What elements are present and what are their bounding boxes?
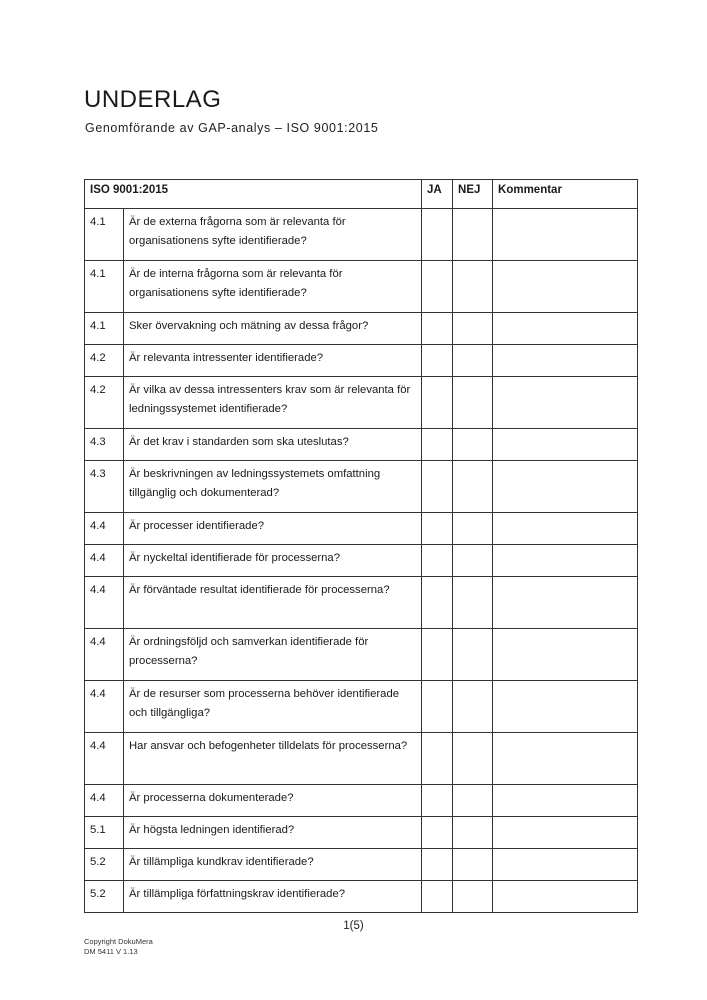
nej-cell[interactable] [453, 881, 493, 913]
nej-cell[interactable] [453, 461, 493, 513]
section-cell: 4.2 [85, 345, 124, 377]
nej-cell[interactable] [453, 429, 493, 461]
gap-analysis-table [84, 179, 638, 913]
kommentar-cell[interactable] [493, 881, 638, 913]
table-row [85, 377, 638, 429]
table-row [85, 817, 638, 849]
kommentar-cell[interactable] [493, 733, 638, 785]
document-title: UNDERLAG [84, 86, 222, 113]
kommentar-cell[interactable] [493, 577, 638, 629]
ja-cell[interactable] [422, 377, 453, 429]
ja-cell[interactable] [422, 881, 453, 913]
ja-cell[interactable] [422, 461, 453, 513]
kommentar-cell[interactable] [493, 209, 638, 261]
kommentar-cell[interactable] [493, 849, 638, 881]
kommentar-cell[interactable] [493, 785, 638, 817]
nej-cell[interactable] [453, 261, 493, 313]
section-cell: 4.2 [85, 377, 124, 429]
nej-cell[interactable] [453, 681, 493, 733]
nej-cell[interactable] [453, 209, 493, 261]
ja-cell[interactable] [422, 345, 453, 377]
ja-cell[interactable] [422, 545, 453, 577]
table-row [85, 461, 638, 513]
question-cell: Är högsta ledningen identifierad? [124, 817, 422, 849]
nej-cell[interactable] [453, 377, 493, 429]
question-cell: Är förväntade resultat identifierade för processerna? [124, 577, 422, 629]
table-row [85, 629, 638, 681]
table-row [85, 849, 638, 881]
table-row [85, 513, 638, 545]
table-row [85, 733, 638, 785]
question-cell: Är vilka av dessa intressenters krav som är relevanta för ledningssystemet identifierade? [124, 377, 422, 429]
ja-cell[interactable] [422, 849, 453, 881]
section-cell: 4.4 [85, 513, 124, 545]
section-cell: 4.1 [85, 261, 124, 313]
table-row [85, 785, 638, 817]
table-row [85, 209, 638, 261]
nej-cell[interactable] [453, 513, 493, 545]
question-cell: Är det krav i standarden som ska uteslutas? [124, 429, 422, 461]
ja-cell[interactable] [422, 629, 453, 681]
kommentar-cell[interactable] [493, 345, 638, 377]
question-cell: Är nyckeltal identifierade för processerna? [124, 545, 422, 577]
question-cell: Sker övervakning och mätning av dessa frågor? [124, 313, 422, 345]
kommentar-cell[interactable] [493, 681, 638, 733]
ja-cell[interactable] [422, 313, 453, 345]
section-cell: 4.4 [85, 681, 124, 733]
table-row [85, 577, 638, 629]
question-cell: Är de resurser som processerna behöver identifierade och tillgängliga? [124, 681, 422, 733]
header-ja: JA [422, 180, 453, 209]
nej-cell[interactable] [453, 629, 493, 681]
ja-cell[interactable] [422, 513, 453, 545]
nej-cell[interactable] [453, 849, 493, 881]
nej-cell[interactable] [453, 785, 493, 817]
kommentar-cell[interactable] [493, 629, 638, 681]
question-cell: Är beskrivningen av ledningssystemets omfattning tillgänglig och dokumenterad? [124, 461, 422, 513]
table-row [85, 345, 638, 377]
question-cell: Är de externa frågorna som är relevanta för organisationens syfte identifierade? [124, 209, 422, 261]
section-cell: 4.4 [85, 785, 124, 817]
ja-cell[interactable] [422, 681, 453, 733]
document-id: DM 5411 V 1.13 [84, 947, 138, 956]
section-cell: 5.2 [85, 849, 124, 881]
section-cell: 5.1 [85, 817, 124, 849]
ja-cell[interactable] [422, 733, 453, 785]
question-cell: Är de interna frågorna som är relevanta för organisationens syfte identifierade? [124, 261, 422, 313]
table-row [85, 681, 638, 733]
section-cell: 5.2 [85, 881, 124, 913]
question-cell: Är tillämpliga kundkrav identifierade? [124, 849, 422, 881]
kommentar-cell[interactable] [493, 313, 638, 345]
ja-cell[interactable] [422, 785, 453, 817]
kommentar-cell[interactable] [493, 545, 638, 577]
header-nej: NEJ [453, 180, 493, 209]
section-cell: 4.4 [85, 733, 124, 785]
kommentar-cell[interactable] [493, 429, 638, 461]
section-cell: 4.3 [85, 461, 124, 513]
table-header-row [85, 180, 638, 209]
table-row [85, 881, 638, 913]
section-cell: 4.1 [85, 313, 124, 345]
nej-cell[interactable] [453, 545, 493, 577]
kommentar-cell[interactable] [493, 817, 638, 849]
kommentar-cell[interactable] [493, 461, 638, 513]
question-cell: Är processer identifierade? [124, 513, 422, 545]
ja-cell[interactable] [422, 209, 453, 261]
question-cell: Är tillämpliga författningskrav identifierade? [124, 881, 422, 913]
nej-cell[interactable] [453, 817, 493, 849]
nej-cell[interactable] [453, 577, 493, 629]
table-row [85, 429, 638, 461]
header-kommentar: Kommentar [493, 180, 638, 209]
question-cell: Är ordningsföljd och samverkan identifierade för processerna? [124, 629, 422, 681]
table-row [85, 313, 638, 345]
ja-cell[interactable] [422, 577, 453, 629]
section-cell: 4.4 [85, 577, 124, 629]
document-subtitle: Genomförande av GAP-analys – ISO 9001:2015 [85, 121, 379, 135]
ja-cell[interactable] [422, 261, 453, 313]
question-cell: Är relevanta intressenter identifierade? [124, 345, 422, 377]
kommentar-cell[interactable] [493, 377, 638, 429]
section-cell: 4.4 [85, 629, 124, 681]
question-cell: Har ansvar och befogenheter tilldelats för processerna? [124, 733, 422, 785]
section-cell: 4.3 [85, 429, 124, 461]
nej-cell[interactable] [453, 733, 493, 785]
section-cell: 4.1 [85, 209, 124, 261]
section-cell: 4.4 [85, 545, 124, 577]
kommentar-cell[interactable] [493, 261, 638, 313]
ja-cell[interactable] [422, 817, 453, 849]
kommentar-cell[interactable] [493, 513, 638, 545]
copyright-text: Copyright DokuMera [84, 937, 153, 946]
nej-cell[interactable] [453, 345, 493, 377]
page-number: 1(5) [343, 920, 364, 932]
header-standard: ISO 9001:2015 [85, 180, 422, 209]
table-row [85, 545, 638, 577]
question-cell: Är processerna dokumenterade? [124, 785, 422, 817]
nej-cell[interactable] [453, 313, 493, 345]
ja-cell[interactable] [422, 429, 453, 461]
table-row [85, 261, 638, 313]
